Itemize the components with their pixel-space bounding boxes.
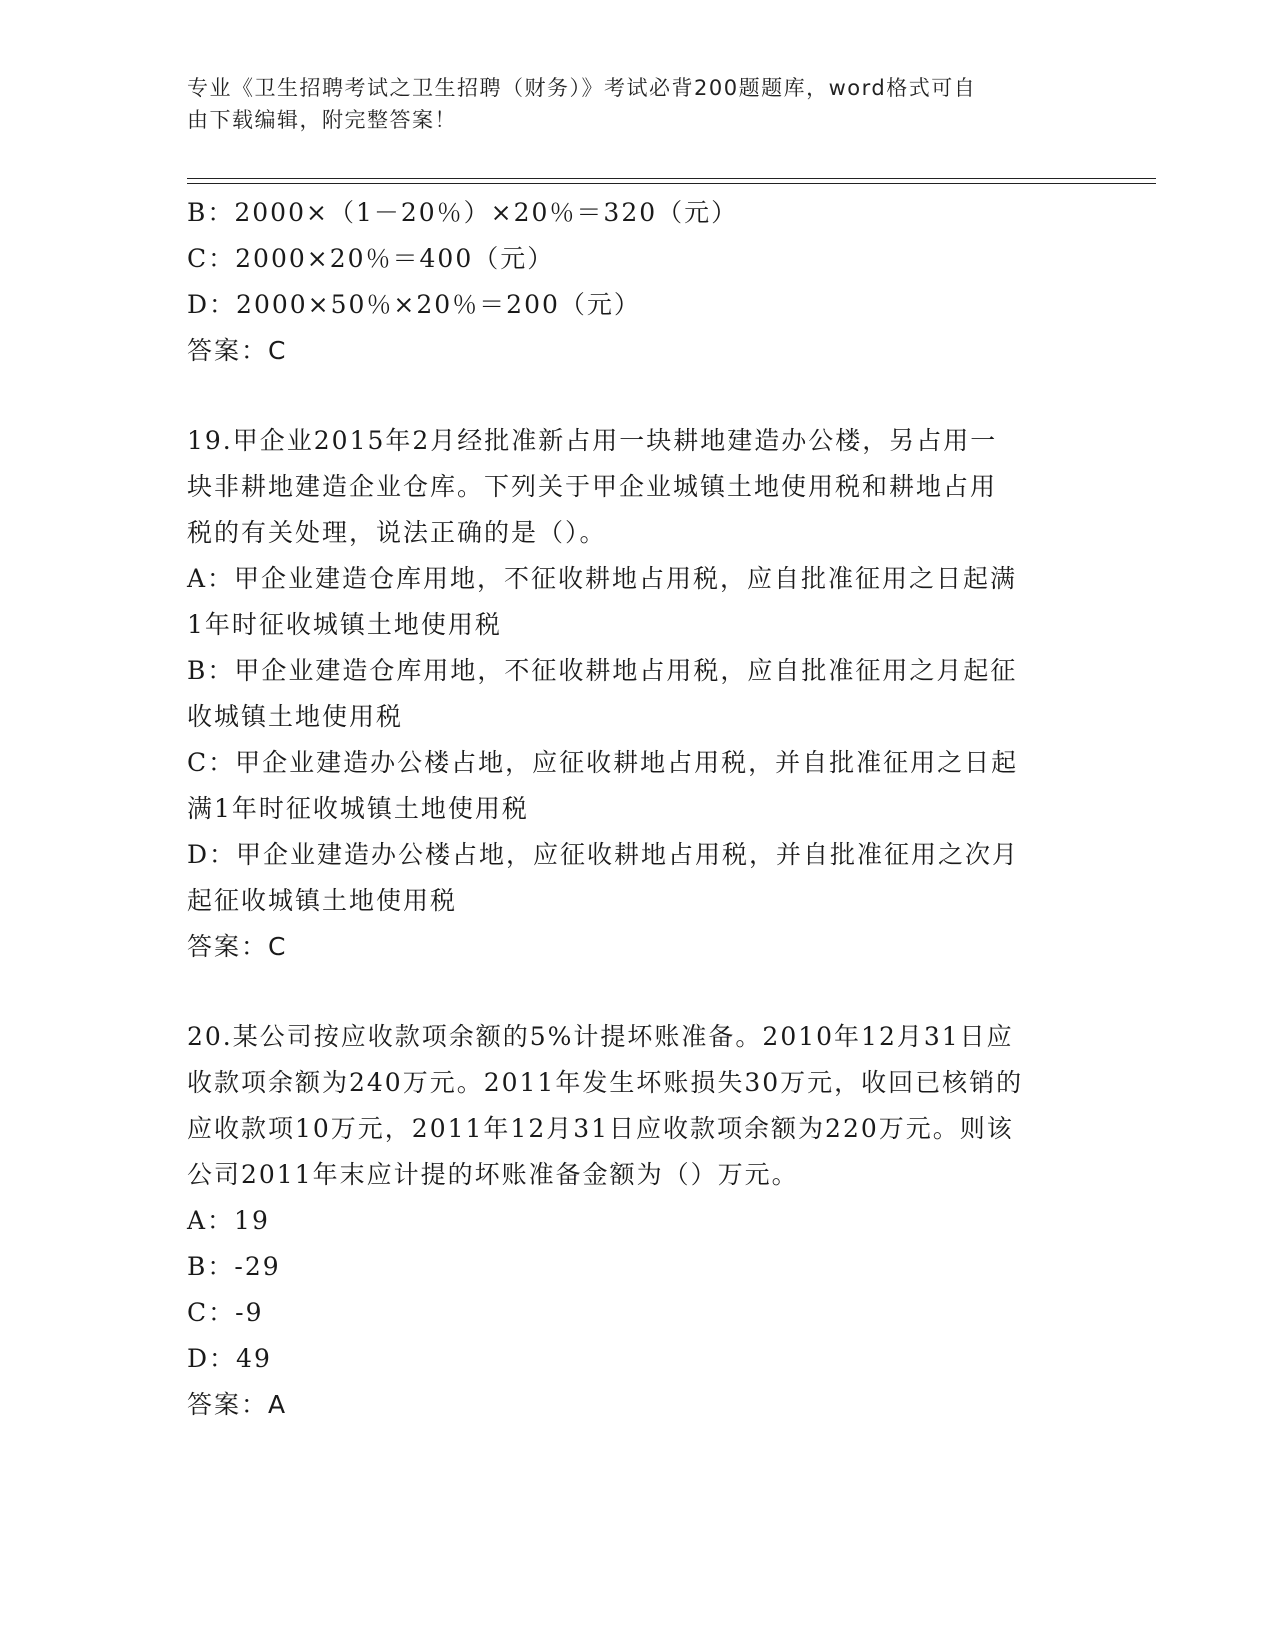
spacer	[187, 970, 1087, 1014]
option-c: C：2000×20％＝400（元）	[187, 244, 555, 273]
answer-line: 答案：C	[187, 932, 288, 961]
option-b: B：甲企业建造仓库用地，不征收耕地占用税，应自批准征用之月起征	[187, 656, 1018, 685]
option-c: C：甲企业建造办公楼占地，应征收耕地占用税，并自批准征用之日起	[187, 748, 1019, 777]
option-d-cont: 起征收城镇土地使用税	[187, 886, 458, 915]
option-c-cont: 满1年时征收城镇土地使用税	[187, 794, 529, 823]
question-stem: 收款项余额为240万元。2011年发生坏账损失30万元，收回已核销的	[187, 1068, 1024, 1097]
option-a: A：甲企业建造仓库用地，不征收耕地占用税，应自批准征用之日起满	[187, 564, 1018, 593]
question-19	[187, 418, 1087, 970]
question-stem: 税的有关处理，说法正确的是（）。	[187, 518, 607, 547]
question-20	[187, 1014, 1087, 1428]
document-header	[187, 72, 1087, 136]
option-d: D：2000×50％×20％＝200（元）	[187, 290, 641, 319]
question-body	[187, 190, 1087, 1428]
header-divider	[187, 178, 1156, 184]
question-stem: 20.某公司按应收款项余额的5%计提坏账准备。2010年12月31日应	[187, 1022, 1014, 1051]
option-a: A：19	[187, 1206, 270, 1235]
question-stem: 块非耕地建造企业仓库。下列关于甲企业城镇土地使用税和耕地占用	[187, 472, 998, 501]
question-18-continuation	[187, 190, 1087, 374]
answer-line: 答案：A	[187, 1390, 288, 1419]
option-d: D：甲企业建造办公楼占地，应征收耕地占用税，并自批准征用之次月	[187, 840, 1020, 869]
header-line-1: 专业《卫生招聘考试之卫生招聘（财务）》考试必背200题题库，word格式可自	[187, 76, 977, 100]
option-a-cont: 1年时征收城镇土地使用税	[187, 610, 502, 639]
header-line-2: 由下载编辑，附完整答案！	[187, 108, 457, 132]
answer-line: 答案：C	[187, 336, 288, 365]
spacer	[187, 374, 1087, 418]
option-b-cont: 收城镇土地使用税	[187, 702, 404, 731]
option-c: C：-9	[187, 1298, 264, 1327]
question-stem: 公司2011年末应计提的坏账准备金额为（）万元。	[187, 1160, 799, 1189]
question-stem: 19.甲企业2015年2月经批准新占用一块耕地建造办公楼，另占用一	[187, 426, 998, 455]
option-b: B：2000×（1－20％）×20％＝320（元）	[187, 198, 739, 227]
option-d: D：49	[187, 1344, 272, 1373]
option-b: B：-29	[187, 1252, 281, 1281]
question-stem: 应收款项10万元，2011年12月31日应收款项余额为220万元。则该	[187, 1114, 1014, 1143]
